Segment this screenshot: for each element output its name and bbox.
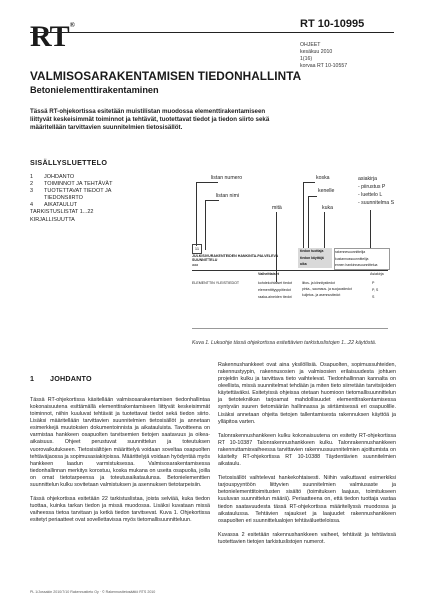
leader-line bbox=[308, 196, 317, 197]
document-meta bbox=[300, 42, 347, 70]
leader-line bbox=[370, 210, 371, 248]
table-of-contents bbox=[30, 174, 112, 224]
label-mita: mitä bbox=[272, 205, 282, 211]
footer-text: PL 1/Jossakin 2010/7/10 Rakennustieto Oy · © Rakennustietosäätiö RTS 2010 bbox=[30, 590, 156, 594]
label-listan-nimi: listan nimi bbox=[216, 193, 240, 199]
sheet-col-head: Vaiheittaiset bbox=[258, 272, 279, 276]
label-koska: koska bbox=[316, 175, 330, 181]
sheet-row-values: rakennesuunnittelija kustannussuunnittelija ennen hankinnasuunnittelua bbox=[334, 248, 390, 270]
rt-logo: RT® bbox=[30, 20, 74, 53]
meta-line: OHJEET bbox=[300, 42, 321, 48]
paragraph: Talonrakennushankkeen kulku kokonaisuutena on esitetty RT-ohjekortissa RT 10-10387 Talonrakennushankkeen kulku. Talonrakennushankkeen rakennuttamisvaiheessa tarvittavien rakennussuunnitelmien ajoittumista on käsitelty RT-ohjekortissa RT 10-10388 Täydentävien suunnitelmien aikataulu. bbox=[218, 432, 396, 468]
leader-line bbox=[303, 182, 315, 183]
sheet-heading: JULKISIVURAKENTEIDEN HANKINTA-PALVELEVA SUUNNITTELU aaa bbox=[192, 254, 279, 267]
paragraph: Tässä ohjekortissa esitetään 22 tarkistuslistaa, joista selviää, kuka tiedon tuottaa, kuinka tarkan tiedon ja missä muodossa. Lisäksi kuvataan missä vaiheessa tietoa tarvitaan ja ketkä tiedon tarvitsevat. Kuva 1. Ohjekortissa esitetyt periaatteet ovat sovellettavissa myös tietomallisuunnitteluun. bbox=[30, 496, 210, 524]
toc-title: SISÄLLYSLUETTELO bbox=[30, 158, 108, 167]
body-column-right bbox=[218, 362, 396, 553]
leader-line bbox=[196, 182, 218, 183]
label-kenelle: kenelle bbox=[318, 188, 335, 194]
header-rule bbox=[30, 32, 394, 33]
leader-line bbox=[308, 196, 309, 253]
paragraph: Kuvassa 2 esitetään rakennushankkeen vaiheet, tehtävät ja tehtävissä tuotettavien tietojen tarkistuslistojen numerot. bbox=[218, 531, 396, 545]
meta-line: 1(16) bbox=[300, 56, 313, 62]
label-listan-numero: listan numero bbox=[211, 175, 243, 181]
toc-item: 3 TUOTETTAVAT TIEDOT JA bbox=[30, 188, 112, 195]
leader-line bbox=[303, 182, 304, 250]
sheet-right-items: P P, S S bbox=[372, 281, 379, 299]
sheet-right-head: Asiakirja bbox=[370, 272, 384, 276]
page-title: VALMISOSARAKENTAMISEN TIEDONHALLINTA bbox=[30, 69, 302, 83]
sheet-bottom-rule bbox=[192, 328, 388, 329]
figure-caption: Kuva 1. Lukuohje tässä ohjekortissa esitettävien tarkistuslistojen 1...22 käytöstä. bbox=[192, 340, 377, 346]
sheet-divider bbox=[192, 270, 388, 271]
toc-item: 1 JOHDANTO bbox=[30, 174, 75, 180]
leader-line bbox=[205, 200, 219, 201]
label-asiakirja: asiakirja - piirustus P - luettelo L - suunnitelma S bbox=[358, 176, 395, 206]
sheet-left-title: ELEMENTTIN YLEISTIEDOT bbox=[192, 281, 240, 285]
paragraph: Rakennushankkeet ovat aina yksilöllisiä. Osapuolten, sopimussuhteiden, rakennustyypin, rakennusosien ja valmisosien erilaisuudesta johtuen projektin kulku ja tarvittava tieto vaihtelevat. Tiedonhallinnan kannalta on oleellista, missä suunnitelmat tehdään ja miten tieto siirretään tarvitsijoiden käytettäväksi. Esitetyissä ohjeissa otetaan huomioon tietomallisuunnittelun ja tietotekniikan tarjoamat mahdollisuudet elementtirakentamisessa syntyvän suuren tietomäärän hallinnassa ja siirtämisessä eri osapuolille. Lisäksi annetaan ohjeita tietojen tallentamisesta rakennuksen käyttöä ja ylläpitoa varten. bbox=[218, 362, 396, 425]
paragraph: Tässä RT-ohjekortissa käsitellään valmisosarakentamisen tiedonhallintaa kokonaisuutena esittämällä elementtirakentamiseen liittyvät keskeisimmät toiminnot, niihin kuuluvat tehtävät ja tuotettavat tiedot sekä tiedon siirto. Lisäksi määritellään tarvittavien suunnitelmien tietosisällöt ja annetaan esimerkkejä muutoksien dokumentoinnista ja aikatauluista. Tavoitteena on varmistaa hankkeen osapuolten tarvitsemien tietojen saatavuus ja oikea-aikaisuus. Ohjeet perustuvat suunnittelun ja toteutuksen vuorovaikutukseen. Tietosisältöjen määrittelyä voidaan soveltaa osapuolten tehtäväjaossa ja sopimusasiakirjoissa. Määrittelyjä voidaan hyödyntää myös hankkeen laadun varmistuksessa. Valmisosarakentamisessa tiedonhallinnan merkitys korostuu, koska mukana on useita osapuolia, joilla on omat tietotarpeensa ja toteutusaikataulunsa. Betonielementtien suunnittelun kulku sovitetaan valmistuksen ja asennuksen tietotarpeisiin. bbox=[30, 397, 210, 488]
sheet-left-items: kohdekohtaiset tiedot elementtityyppitiedot raaka-aineiden tiedot bbox=[258, 281, 292, 299]
page-subtitle: Betonielementtirakentaminen bbox=[30, 85, 159, 95]
sheet-number: 11 bbox=[192, 244, 202, 254]
toc-item: 4 AIKATAULUT bbox=[30, 202, 78, 209]
sheet-mid-items: liitos- ja kiinnitystiedot pinta-, saumaus- ja suojaustiedot kuljetus- ja asennustiedot bbox=[302, 281, 352, 297]
intro-text: Tässä RT-ohjekortissa esitetään muistilistan muodossa elementtirakentamiseen liittyvät keskeisimmät toiminnot ja tehtävät, tuotettavat tiedot ja tiedon siirto sekä määritellään tarvittavien suunnitelmien tietosisällöt. bbox=[30, 108, 270, 132]
leader-line bbox=[196, 182, 197, 246]
sheet-row-labels: tiedon tuottaja tiedon käyttäjä aika bbox=[298, 248, 332, 268]
leader-line bbox=[324, 212, 325, 253]
toc-item: 2 TOIMINNOT JA TEHTÄVÄT bbox=[30, 181, 113, 188]
leader-line bbox=[205, 200, 206, 250]
paragraph: Tietosisällöt vaihtelevat hankekohtaisesti. Niihin vaikuttavat esimerkiksi tarjouspyyntöön liittyvien suunnitelmien valmiusaste ja betonielementtitoimitusten sisältö (toimituksen laajuus, toimitukseen kuuluvan suunnittelun määrä). Periaatteena on, että tiedon tuottaja vastaa tiedon saatavuudesta tässä RT-ohjekortissa määritellyssä muodossa ja aikataulussa. Tehtävien rajaukset ja laajuudet rakennushankkeen osapuolten eri suunnittelualojen tehtäväluetteloissa. bbox=[218, 475, 396, 524]
toc-item: KIRJALLISUUTTA bbox=[30, 216, 75, 223]
label-kuka: kuka bbox=[322, 205, 333, 211]
document-number: RT 10-10995 bbox=[300, 18, 365, 30]
body-column-left bbox=[30, 397, 210, 531]
meta-line: kesäkuu 2010 bbox=[300, 49, 333, 55]
toc-item: TARKISTUSLISTAT 1...22 bbox=[30, 209, 94, 216]
section-heading: 1 JOHDANTO bbox=[30, 374, 92, 383]
toc-item: TIEDONSIIRTO bbox=[44, 195, 83, 202]
meta-line: korvaa RT 10-10557 bbox=[300, 63, 348, 69]
